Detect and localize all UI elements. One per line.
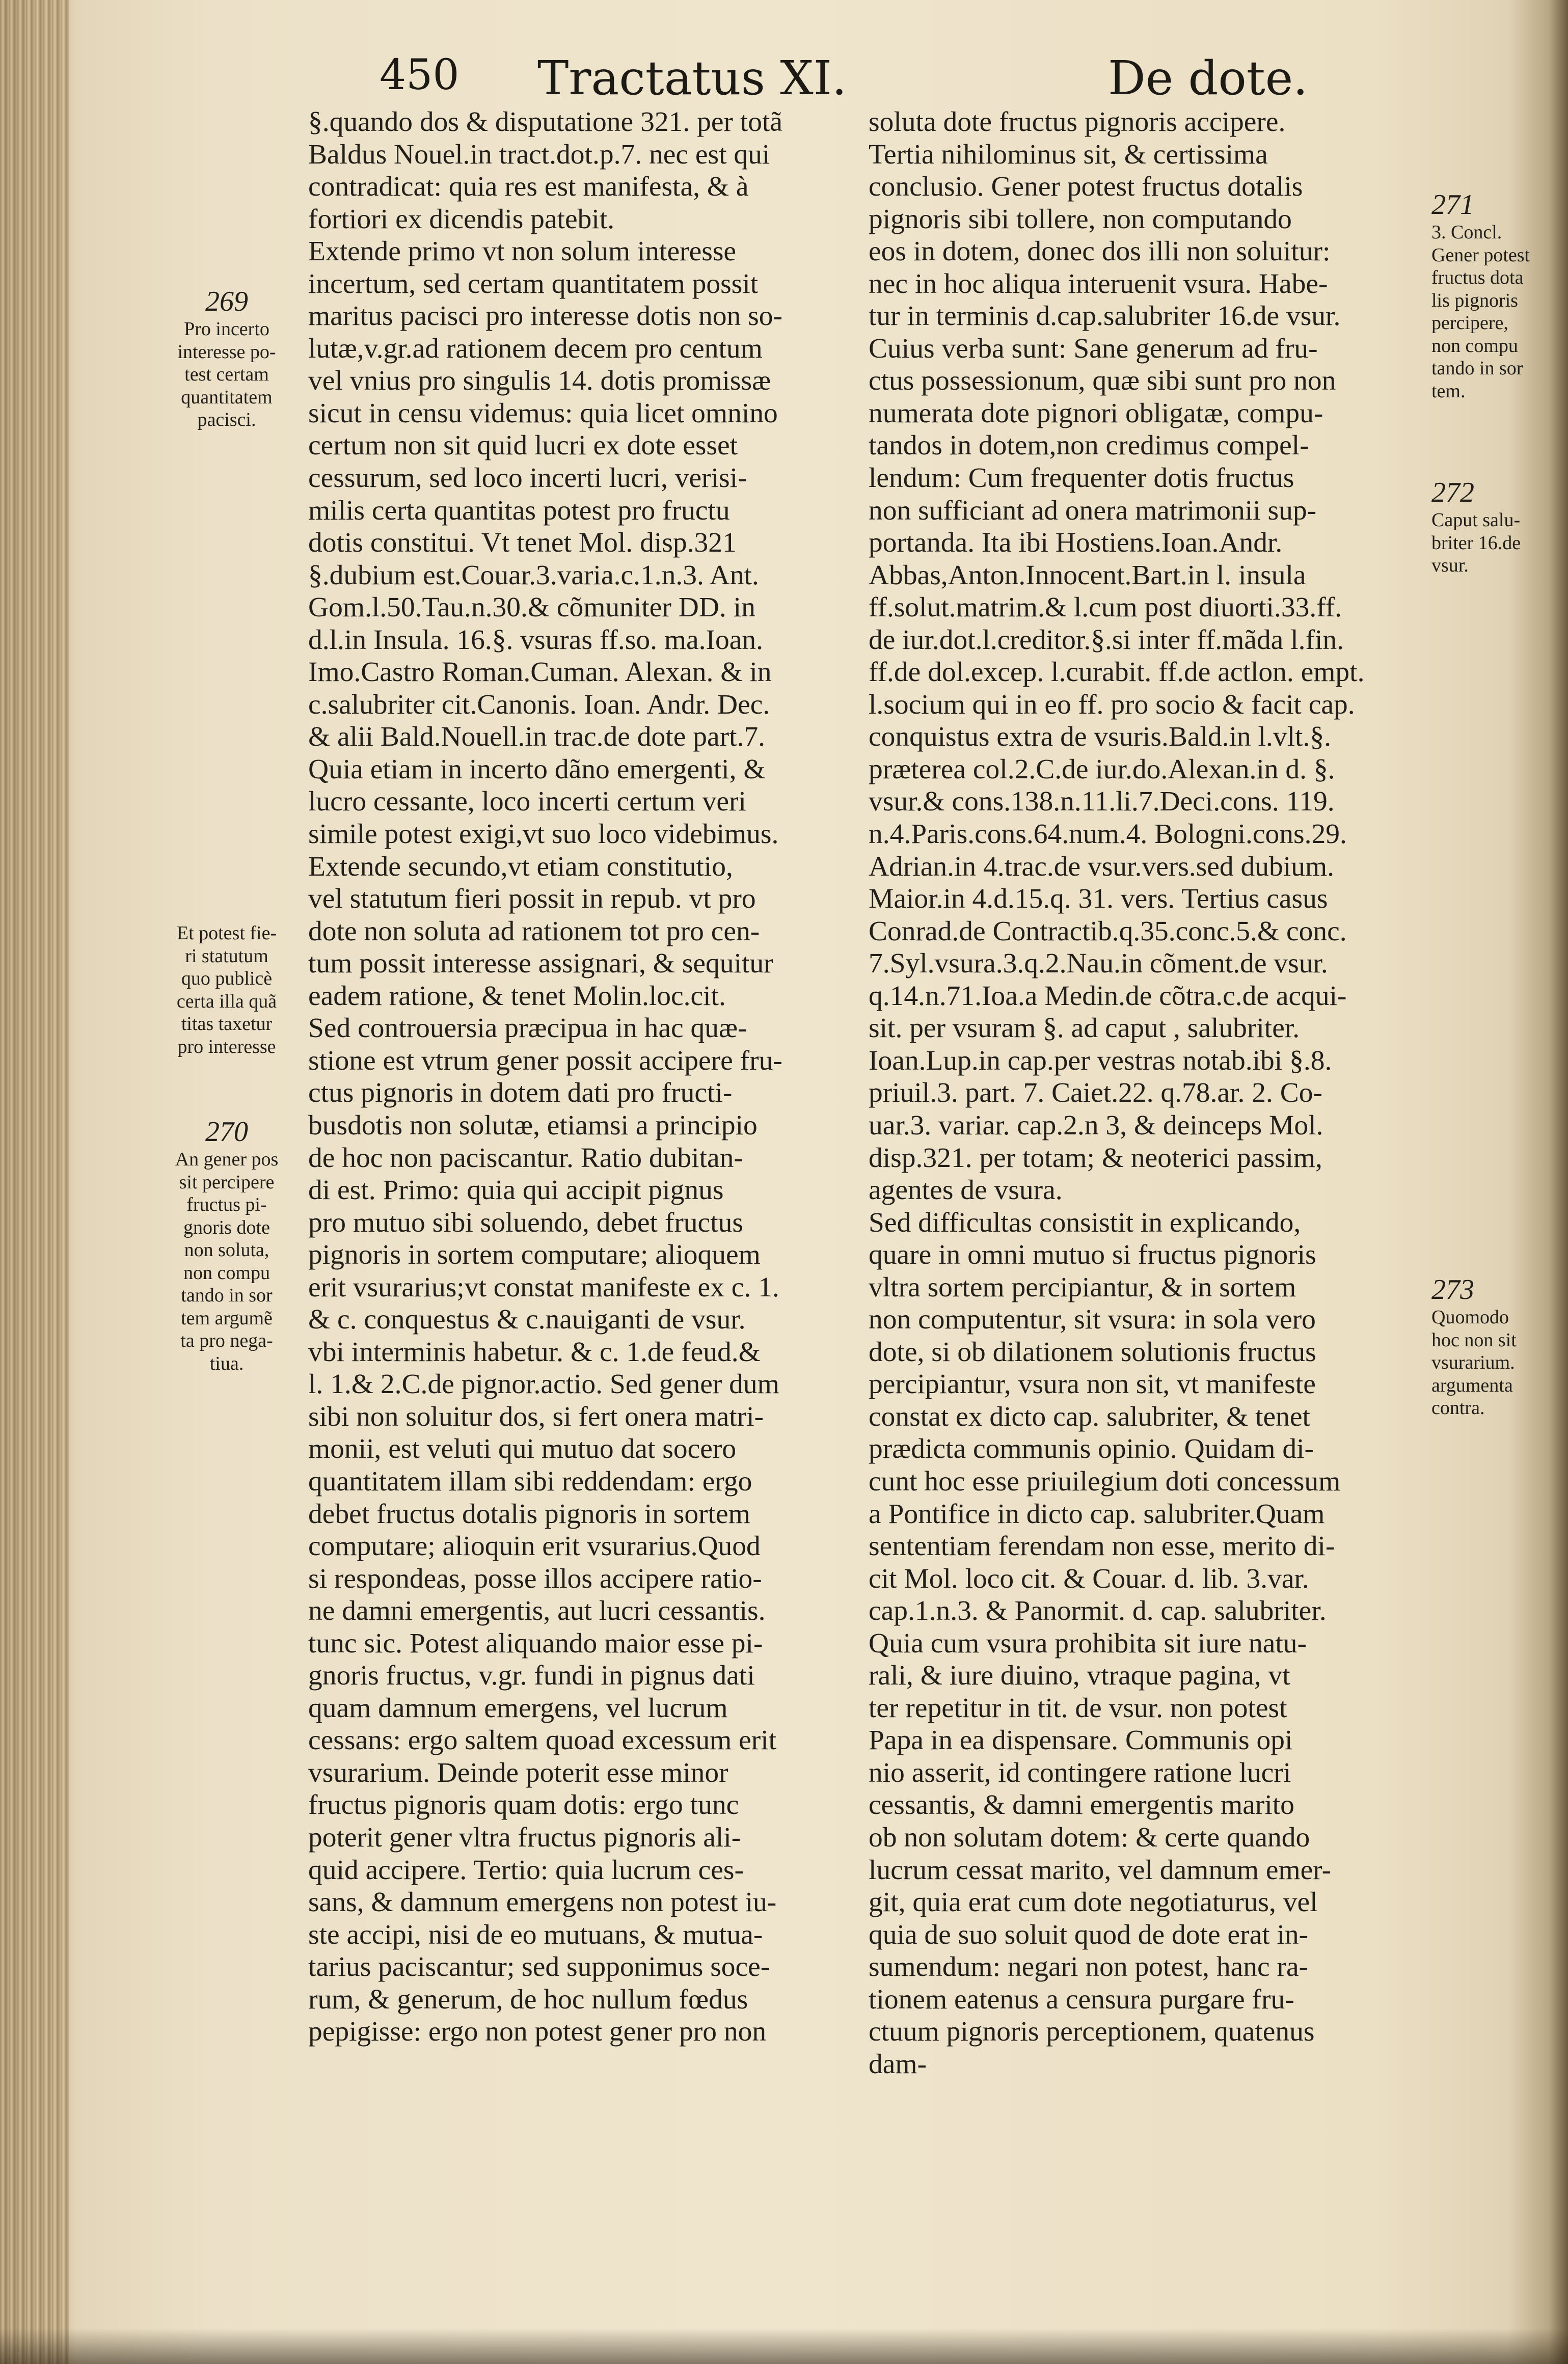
text-line: Maior.in 4.d.15.q. 31. vers. Tertius casus bbox=[869, 883, 1328, 915]
text-line: vel statutum fieri possit in repub. vt pro bbox=[308, 883, 756, 915]
text-line: ste accipi, nisi de eo mutuans, & mutua- bbox=[308, 1919, 763, 1950]
marginal-note-number: 270 bbox=[205, 1116, 248, 1148]
text-line: conclusio. Gener potest fructus dotalis bbox=[869, 171, 1303, 203]
text-line: constat ex dicto cap. salubriter, & tenet bbox=[869, 1401, 1310, 1432]
marginal-note-number: 271 bbox=[1431, 189, 1474, 221]
page-number: 450 bbox=[380, 51, 459, 99]
text-line: tur in terminis d.cap.salubriter 16.de vsur. bbox=[869, 301, 1341, 332]
text-line: priuil.3. part. 7. Caiet.22. q.78.ar. 2. Co- bbox=[869, 1077, 1322, 1109]
text-line: Extende secundo,vt etiam constitutio, bbox=[308, 851, 733, 882]
text-line: git, quia erat cum dote negotiaturus, vel bbox=[869, 1887, 1318, 1918]
marginal-note-line: fructus dota bbox=[1431, 267, 1524, 288]
text-line: sibi non soluitur dos, si fert onera matri- bbox=[308, 1401, 764, 1432]
text-line: præterea col.2.C.de iur.do.Alexan.in d. §. bbox=[869, 753, 1335, 785]
text-line: si respondeas, posse illos accipere ratio- bbox=[308, 1563, 762, 1594]
marginal-note-line: An gener pos bbox=[175, 1149, 279, 1170]
text-line: soluta dote fructus pignoris accipere. bbox=[869, 106, 1286, 138]
text-line: l. 1.& 2.C.de pignor.actio. Sed gener dum bbox=[308, 1369, 779, 1400]
text-line: fructus pignoris quam dotis: ergo tunc bbox=[308, 1789, 739, 1821]
text-line: vltra sortem percipiantur, & in sortem bbox=[869, 1271, 1296, 1303]
text-line: milis certa quantitas potest pro fructu bbox=[308, 495, 730, 526]
text-line: ctus possessionum, quæ sibi sunt pro non bbox=[869, 365, 1336, 397]
text-line: agentes de vsura. bbox=[869, 1175, 1063, 1206]
right-text-column bbox=[869, 106, 1429, 2080]
marginal-note-number: 272 bbox=[1431, 477, 1474, 508]
text-line: sans, & damnum emergens non potest iu- bbox=[308, 1887, 777, 1918]
text-line: Imo.Castro Roman.Cuman. Alexan. & in bbox=[308, 657, 772, 688]
text-line: Quia cum vsura prohibita sit iure natu- bbox=[869, 1627, 1307, 1659]
text-line: ctus pignoris in dotem dati pro fructi- bbox=[308, 1077, 733, 1109]
marginal-note-line: fructus pi- bbox=[186, 1194, 267, 1215]
text-line: quam damnum emergens, vel lucrum bbox=[308, 1692, 728, 1724]
text-line: nio asserit, id contingere ratione lucri bbox=[869, 1757, 1291, 1788]
marginal-note-line: tiua. bbox=[209, 1352, 244, 1374]
text-line: erit vsurarius;vt constat manifeste ex c. 1. bbox=[308, 1271, 779, 1303]
text-line: de iur.dot.l.creditor.§.si inter ff.mãda l.fin. bbox=[869, 624, 1344, 656]
text-line: stione est vtrum gener possit accipere fru- bbox=[308, 1045, 782, 1076]
text-line: eos in dotem, donec dos illi non soluitur: bbox=[869, 236, 1331, 267]
left-text-column bbox=[308, 106, 863, 2048]
text-line: tum possit interesse assignari, & sequitur bbox=[308, 948, 773, 980]
marginal-note-line: non soluta, bbox=[184, 1239, 269, 1261]
marginal-note-line: interesse po- bbox=[177, 341, 276, 363]
text-line: Conrad.de Contractib.q.35.conc.5.& conc. bbox=[869, 915, 1347, 947]
marginal-note-line: vsurarium. bbox=[1431, 1352, 1515, 1373]
text-line: lutæ,v.gr.ad rationem decem pro centum bbox=[308, 333, 763, 364]
text-line: percipiantur, vsura non sit, vt manifeste bbox=[869, 1369, 1316, 1400]
marginal-note-line: non compu bbox=[1431, 335, 1518, 357]
marginal-note-line: non compu bbox=[183, 1262, 270, 1284]
text-line: quantitatem illam sibi reddendam: ergo bbox=[308, 1465, 752, 1497]
marginal-note-line: tando in sor bbox=[181, 1285, 273, 1306]
text-line: debet fructus dotalis pignoris in sortem bbox=[308, 1498, 750, 1530]
marginal-note-line: tem argumẽ bbox=[181, 1307, 273, 1329]
page-bottom-shadow bbox=[0, 2328, 1568, 2364]
text-line: tarius paciscantur; sed supponimus soce- bbox=[308, 1951, 770, 1983]
text-line: non computentur, sit vsura: in sola vero bbox=[869, 1304, 1316, 1336]
text-line: cunt hoc esse priuilegium doti concessum bbox=[869, 1465, 1341, 1497]
marginal-note-line: tando in sor bbox=[1431, 358, 1523, 379]
text-line: poterit gener vltra fructus pignoris ali- bbox=[308, 1822, 741, 1853]
text-line: Sed difficultas consistit in explicando, bbox=[869, 1207, 1301, 1238]
text-line: simile potest exigi,vt suo loco videbimus. bbox=[308, 819, 779, 850]
marginal-note-272 bbox=[1431, 476, 1549, 577]
text-line: ne damni emergentis, aut lucri cessantis. bbox=[308, 1595, 766, 1627]
text-line: ter repetitur in tit. de vsur. non potest bbox=[869, 1692, 1287, 1724]
text-line: sicut in censu videmus: quia licet omnino bbox=[308, 397, 778, 429]
text-line: pepigisse: ergo non potest gener pro non bbox=[308, 2016, 767, 2048]
text-line: computare; alioquin erit vsurarius.Quod bbox=[308, 1531, 761, 1562]
marginal-note-269 bbox=[153, 285, 301, 431]
text-line: di est. Primo: quia qui accipit pignus bbox=[308, 1175, 724, 1206]
text-line: Adrian.in 4.trac.de vsur.vers.sed dubium. bbox=[869, 851, 1335, 882]
text-line: rum, & generum, de hoc nullum fœdus bbox=[308, 1983, 748, 2015]
marginal-note-statutum bbox=[153, 922, 301, 1058]
marginal-note-line: pacisci. bbox=[197, 409, 256, 430]
text-line: Tertia nihilominus sit, & certissima bbox=[869, 139, 1268, 170]
running-title-section: De dote. bbox=[1108, 51, 1308, 105]
text-line: prædicta communis opinio. Quidam di- bbox=[869, 1433, 1314, 1465]
text-line: Baldus Nouel.in tract.dot.p.7. nec est qui bbox=[308, 139, 770, 170]
text-line: ob non solutam dotem: & certe quando bbox=[869, 1822, 1310, 1853]
running-title-treatise: Tractatus XI. bbox=[537, 51, 847, 105]
text-line: d.l.in Insula. 16.§. vsuras ff.so. ma.Ioan. bbox=[308, 624, 764, 656]
text-line: sumendum: negari non potest, hanc ra- bbox=[869, 1951, 1309, 1983]
text-line: cessantis, & damni emergentis marito bbox=[869, 1789, 1294, 1821]
text-line: ctuum pignoris perceptionem, quatenus bbox=[869, 2016, 1315, 2048]
text-line: non sufficiant ad onera matrimonii sup- bbox=[869, 495, 1317, 526]
text-line: disp.321. per totam; & neoterici passim, bbox=[869, 1142, 1322, 1174]
text-line: Sed controuersia præcipua in hac quæ- bbox=[308, 1013, 747, 1044]
text-line: §.dubium est.Couar.3.varia.c.1.n.3. Ant. bbox=[308, 559, 759, 591]
text-line: uar.3. variar. cap.2.n 3, & deinceps Mol. bbox=[869, 1109, 1323, 1141]
text-line: pignoris in sortem computare; alioquem bbox=[308, 1239, 761, 1271]
text-line: Quia etiam in incerto dãno emergenti, & bbox=[308, 753, 766, 785]
text-line: lendum: Cum frequenter dotis fructus bbox=[869, 463, 1294, 494]
text-line: rali, & iure diuino, vtraque pagina, vt bbox=[869, 1660, 1290, 1692]
marginal-note-line: ta pro nega- bbox=[180, 1330, 273, 1351]
text-line: tunc sic. Potest aliquando maior esse pi- bbox=[308, 1627, 763, 1659]
text-line: dam- bbox=[869, 2048, 927, 2080]
marginal-note-line: gnoris dote bbox=[183, 1216, 270, 1238]
text-line: dote non soluta ad rationem tot pro cen- bbox=[308, 915, 760, 947]
marginal-note-line: vsur. bbox=[1431, 555, 1469, 576]
marginal-note-line: briter 16.de bbox=[1431, 532, 1521, 554]
marginal-note-line: Caput salu- bbox=[1431, 509, 1521, 531]
text-line: quia de suo soluit quod de dote erat in- bbox=[869, 1919, 1309, 1950]
text-line: tionem eatenus a censura purgare fru- bbox=[869, 1983, 1294, 2015]
text-line: cap.1.n.3. & Panormit. d. cap. salubriter. bbox=[869, 1595, 1327, 1627]
text-line: sit. per vsuram §. ad caput , salubriter. bbox=[869, 1013, 1300, 1044]
marginal-note-number: 269 bbox=[205, 286, 248, 317]
marginal-note-line: Pro incerto bbox=[184, 318, 269, 340]
text-line: fortiori ex dicendis patebit. bbox=[308, 203, 615, 235]
marginal-note-line: ri statutum bbox=[185, 945, 268, 967]
text-line: Extende primo vt non solum interesse bbox=[308, 236, 737, 267]
marginal-note-line: contra. bbox=[1431, 1397, 1485, 1419]
text-line: dotis constitui. Vt tenet Mol. disp.321 bbox=[308, 527, 737, 559]
text-line: cessans: ergo saltem quoad excessum erit bbox=[308, 1725, 777, 1756]
text-line: 7.Syl.vsura.3.q.2.Nau.in cõment.de vsur. bbox=[869, 948, 1328, 980]
text-line: Papa in ea dispensare. Communis opi bbox=[869, 1725, 1293, 1756]
text-line: vbi interminis habetur. & c. 1.de feud.& bbox=[308, 1336, 761, 1368]
text-line: nec in hoc aliqua interuenit vsura. Habe- bbox=[869, 268, 1328, 300]
text-line: §.quando dos & disputatione 321. per totã bbox=[308, 106, 783, 138]
text-line: c.salubriter cit.Canonis. Ioan. Andr. Dec. bbox=[308, 689, 770, 720]
marginal-note-273 bbox=[1431, 1273, 1549, 1420]
marginal-note-line: test certam bbox=[184, 364, 269, 385]
text-line: Ioan.Lup.in cap.per vestras notab.ibi §.8. bbox=[869, 1045, 1332, 1076]
marginal-note-line: Gener potest bbox=[1431, 244, 1530, 266]
text-line: quid accipere. Tertio: quia lucrum ces- bbox=[308, 1854, 744, 1886]
text-line: quare in omni mutuo si fructus pignoris bbox=[869, 1239, 1316, 1271]
text-line: ff.de dol.excep. l.curabit. ff.de actlon. empt. bbox=[869, 657, 1365, 688]
marginal-note-number: 273 bbox=[1431, 1274, 1474, 1306]
text-line: contradicat: quia res est manifesta, & à bbox=[308, 171, 749, 203]
text-line: dote, si ob dilationem solutionis fructus bbox=[869, 1336, 1316, 1368]
marginal-note-line: quo publicè bbox=[181, 968, 273, 989]
marginal-note-line: lis pignoris bbox=[1431, 289, 1518, 311]
text-line: de hoc non paciscantur. Ratio dubitan- bbox=[308, 1142, 743, 1174]
text-line: & c. conquestus & c.nauiganti de vsur. bbox=[308, 1304, 746, 1336]
text-line: ff.solut.matrim.& l.cum post diuorti.33.ff. bbox=[869, 592, 1342, 623]
text-line: maritus pacisci pro interesse dotis non so- bbox=[308, 301, 782, 332]
marginal-note-line: certa illa quã bbox=[176, 990, 277, 1012]
text-line: gnoris fructus, v.gr. fundi in pignus dati bbox=[308, 1660, 755, 1692]
text-line: lucro cessante, loco incerti certum veri bbox=[308, 786, 746, 818]
text-line: monii, est veluti qui mutuo dat socero bbox=[308, 1433, 737, 1465]
text-line: a Pontifice in dicto cap. salubriter.Quam bbox=[869, 1498, 1325, 1530]
text-line: numerata dote pignori obligatæ, compu- bbox=[869, 397, 1323, 429]
marginal-note-line: percipere, bbox=[1431, 312, 1508, 334]
text-line: cit Mol. loco cit. & Couar. d. lib. 3.var. bbox=[869, 1563, 1309, 1594]
marginal-note-line: tem. bbox=[1431, 380, 1466, 402]
text-line: sententiam ferendam non esse, merito di- bbox=[869, 1531, 1335, 1562]
page-stack-edge bbox=[0, 0, 69, 2364]
text-line: vel vnius pro singulis 14. dotis promissæ bbox=[308, 365, 771, 397]
text-line: Gom.l.50.Tau.n.30.& cõmuniter DD. in bbox=[308, 592, 755, 623]
marginal-note-line: 3. Concl. bbox=[1431, 222, 1502, 243]
text-line: q.14.n.71.Ioa.a Medin.de cõtra.c.de acqui- bbox=[869, 980, 1347, 1012]
marginal-note-line: Et potest fie- bbox=[176, 922, 277, 944]
text-line: vsurarium. Deinde poterit esse minor bbox=[308, 1757, 728, 1788]
text-line: cessurum, sed loco incerti lucri, verisi- bbox=[308, 463, 747, 494]
text-line: tandos in dotem,non credimus compel- bbox=[869, 430, 1309, 461]
text-line: portanda. Ita ibi Hostiens.Ioan.Andr. bbox=[869, 527, 1283, 559]
marginal-note-line: titas taxetur bbox=[181, 1013, 273, 1035]
text-line: vsur.& cons.138.n.11.li.7.Deci.cons. 119. bbox=[869, 786, 1335, 818]
marginal-note-line: sit percipere bbox=[179, 1171, 275, 1193]
marginal-note-270 bbox=[153, 1116, 301, 1375]
text-line: certum non sit quid lucri ex dote esset bbox=[308, 430, 738, 461]
marginal-note-line: quantitatem bbox=[181, 386, 273, 408]
text-line: l.socium qui in eo ff. pro socio & facit cap. bbox=[869, 689, 1355, 720]
text-line: eadem ratione, & tenet Molin.loc.cit. bbox=[308, 980, 726, 1012]
text-line: pignoris sibi tollere, non computando bbox=[869, 203, 1292, 235]
marginal-note-line: hoc non sit bbox=[1431, 1329, 1517, 1351]
text-line: Abbas,Anton.Innocent.Bart.in l. insula bbox=[869, 559, 1306, 591]
marginal-note-line: argumenta bbox=[1431, 1374, 1513, 1396]
text-line: incertum, sed certam quantitatem possit bbox=[308, 268, 759, 300]
text-line: conquistus extra de vsuris.Bald.in l.vlt.§. bbox=[869, 721, 1331, 753]
marginal-note-271 bbox=[1431, 188, 1549, 402]
text-line: pro mutuo sibi soluendo, debet fructus bbox=[308, 1207, 743, 1238]
text-line: Cuius verba sunt: Sane generum ad fru- bbox=[869, 333, 1318, 364]
marginal-note-line: Quomodo bbox=[1431, 1307, 1509, 1328]
text-line: & alii Bald.Nouell.in trac.de dote part.7. bbox=[308, 721, 765, 753]
text-line: n.4.Paris.cons.64.num.4. Bologni.cons.29. bbox=[869, 819, 1347, 850]
text-line: lucrum cessat marito, vel damnum emer- bbox=[869, 1854, 1332, 1886]
text-line: busdotis non solutæ, etiamsi a principio bbox=[308, 1109, 758, 1141]
marginal-note-line: pro interesse bbox=[177, 1036, 276, 1057]
